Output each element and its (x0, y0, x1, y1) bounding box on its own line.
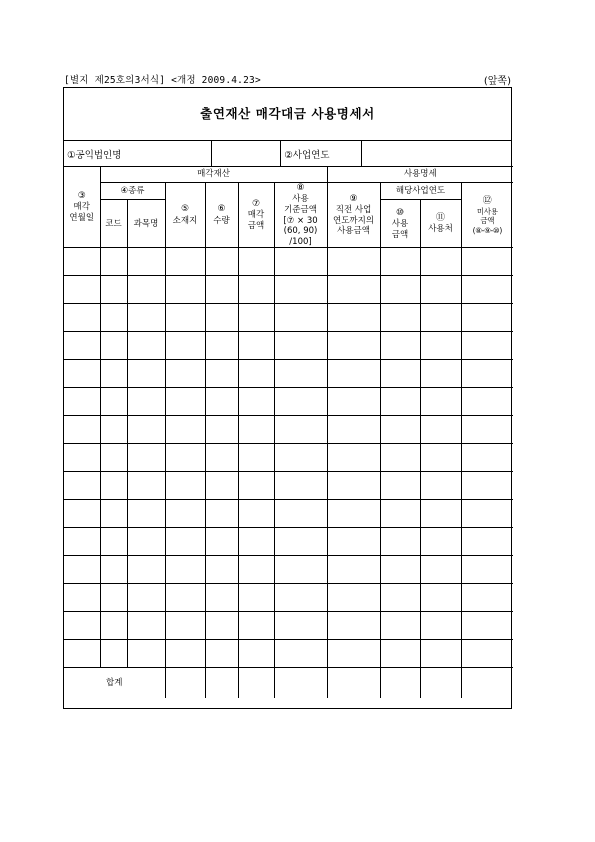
table-cell[interactable] (165, 360, 205, 388)
table-row (64, 332, 513, 360)
table-row (64, 444, 513, 472)
table-cell[interactable] (380, 332, 420, 360)
table-cell[interactable] (380, 612, 420, 640)
table-cell[interactable] (100, 304, 127, 332)
table-cell[interactable] (274, 528, 327, 556)
table-cell[interactable] (238, 276, 274, 304)
col-usage-place-header (420, 200, 461, 248)
business-year-field[interactable] (361, 141, 511, 167)
col-3-label: 매각 연월일 (69, 202, 95, 223)
table-cell[interactable] (274, 332, 327, 360)
col-code-header: 코드 (100, 200, 127, 248)
table-cell[interactable] (461, 612, 513, 640)
table-cell[interactable] (238, 332, 274, 360)
table-cell[interactable] (461, 388, 513, 416)
table-cell[interactable] (327, 500, 380, 528)
current-year-header: 해당사업연도 (380, 183, 461, 200)
table-cell[interactable] (165, 388, 205, 416)
table-cell[interactable] (420, 472, 461, 500)
table-cell[interactable] (238, 528, 274, 556)
table-cell[interactable] (205, 248, 238, 276)
table-row (64, 304, 513, 332)
table-cell[interactable] (64, 360, 100, 388)
table-cell[interactable] (461, 332, 513, 360)
table-cell[interactable] (100, 612, 127, 640)
table-cell[interactable] (64, 444, 100, 472)
table-cell[interactable] (205, 612, 238, 640)
table-cell[interactable] (165, 304, 205, 332)
col-12-label: 미사용 금액 (⑧-⑨-⑩) (472, 206, 502, 235)
col-10-label: 사용 금액 (391, 218, 409, 240)
table-cell[interactable] (127, 556, 165, 584)
table-cell[interactable] (420, 332, 461, 360)
col-subject-header: 과목명 (127, 200, 165, 248)
table-row (64, 556, 513, 584)
table-cell[interactable] (127, 612, 165, 640)
table-cell[interactable] (461, 360, 513, 388)
col-unused-header (461, 183, 513, 248)
table-cell[interactable] (165, 612, 205, 640)
table-cell[interactable] (127, 388, 165, 416)
table-cell[interactable] (205, 416, 238, 444)
table-row (64, 360, 513, 388)
table-cell[interactable] (420, 276, 461, 304)
table-cell[interactable] (380, 416, 420, 444)
table-cell[interactable] (274, 556, 327, 584)
table-cell[interactable] (274, 584, 327, 612)
table-cell[interactable] (238, 556, 274, 584)
table-cell[interactable] (205, 472, 238, 500)
table-cell[interactable] (380, 388, 420, 416)
table-cell[interactable] (205, 444, 238, 472)
usage-table (64, 166, 513, 698)
col-9-number: ⑨ (349, 193, 358, 204)
table-cell[interactable] (274, 276, 327, 304)
table-cell[interactable] (238, 612, 274, 640)
total-cell[interactable] (420, 668, 461, 699)
table-cell[interactable] (127, 332, 165, 360)
table-cell[interactable] (238, 500, 274, 528)
table-cell[interactable] (238, 640, 274, 668)
table-cell[interactable] (327, 416, 380, 444)
total-cell[interactable] (274, 668, 327, 699)
table-cell[interactable] (420, 304, 461, 332)
table-cell[interactable] (380, 472, 420, 500)
table-cell[interactable] (274, 612, 327, 640)
table-cell[interactable] (238, 416, 274, 444)
table-cell[interactable] (420, 360, 461, 388)
table-cell[interactable] (327, 248, 380, 276)
table-cell[interactable] (165, 248, 205, 276)
table-cell[interactable] (420, 640, 461, 668)
table-cell[interactable] (64, 304, 100, 332)
table-row (64, 416, 513, 444)
col-11-number: ⑪ (436, 212, 446, 223)
table-cell[interactable] (420, 500, 461, 528)
form-reference: [별지 제25호의3서식] <개정 2009.4.23> (64, 75, 261, 86)
col-9-label: 직전 사업 연도까지의 사용금액 (332, 204, 375, 237)
table-row (64, 472, 513, 500)
table-cell[interactable] (205, 556, 238, 584)
table-cell[interactable] (461, 556, 513, 584)
table-cell[interactable] (238, 472, 274, 500)
table-cell[interactable] (205, 276, 238, 304)
total-cell[interactable] (238, 668, 274, 699)
table-cell[interactable] (64, 332, 100, 360)
table-cell[interactable] (380, 360, 420, 388)
table-cell[interactable] (380, 276, 420, 304)
table-cell[interactable] (327, 360, 380, 388)
col-location-header (165, 183, 205, 248)
table-cell[interactable] (380, 528, 420, 556)
col-11-label: 사용처 (428, 224, 453, 235)
table-cell[interactable] (205, 304, 238, 332)
col-5-label: 소재지 (172, 215, 198, 226)
col-12-number: ⑫ (482, 195, 492, 206)
table-cell[interactable] (274, 304, 327, 332)
table-cell[interactable] (100, 416, 127, 444)
table-cell[interactable] (238, 304, 274, 332)
table-cell[interactable] (165, 640, 205, 668)
table-cell[interactable] (127, 444, 165, 472)
table-cell[interactable] (100, 472, 127, 500)
table-cell[interactable] (327, 388, 380, 416)
table-cell[interactable] (165, 528, 205, 556)
table-cell[interactable] (274, 388, 327, 416)
table-cell[interactable] (327, 444, 380, 472)
table-cell[interactable] (100, 584, 127, 612)
table-cell[interactable] (100, 444, 127, 472)
table-cell[interactable] (100, 640, 127, 668)
table-cell[interactable] (127, 360, 165, 388)
form-frame (63, 87, 512, 709)
table-cell[interactable] (205, 360, 238, 388)
table-cell[interactable] (380, 556, 420, 584)
usage-detail-header: 사용명세 (327, 167, 513, 183)
table-cell[interactable] (127, 640, 165, 668)
table-cell[interactable] (461, 500, 513, 528)
table-cell[interactable] (380, 640, 420, 668)
table-cell[interactable] (100, 332, 127, 360)
table-cell[interactable] (420, 444, 461, 472)
col-6-number: ⑥ (217, 204, 226, 215)
table-cell[interactable] (461, 640, 513, 668)
table-cell[interactable] (274, 500, 327, 528)
col-base-amount-header (274, 183, 327, 248)
corp-name-field[interactable] (212, 141, 281, 167)
table-cell[interactable] (64, 500, 100, 528)
table-cell[interactable] (274, 472, 327, 500)
col-10-number: ⑩ (395, 207, 405, 218)
table-cell[interactable] (205, 332, 238, 360)
table-cell[interactable] (274, 248, 327, 276)
table-cell[interactable] (420, 556, 461, 584)
table-cell[interactable] (420, 612, 461, 640)
table-cell[interactable] (100, 556, 127, 584)
info-table (64, 140, 511, 166)
table-cell[interactable] (165, 416, 205, 444)
col-sale-date-header (64, 167, 100, 248)
col-7-label: 매각 금액 (247, 210, 265, 231)
table-cell[interactable] (327, 472, 380, 500)
table-row (64, 612, 513, 640)
table-cell[interactable] (380, 304, 420, 332)
table-cell[interactable] (274, 640, 327, 668)
col-sale-amount-header (238, 183, 274, 248)
table-cell[interactable] (64, 612, 100, 640)
table-row (64, 528, 513, 556)
table-cell[interactable] (327, 612, 380, 640)
table-cell[interactable] (64, 472, 100, 500)
table-cell[interactable] (165, 500, 205, 528)
table-cell[interactable] (380, 500, 420, 528)
col-3-number: ③ (77, 190, 86, 201)
table-cell[interactable] (205, 388, 238, 416)
table-cell[interactable] (327, 332, 380, 360)
table-cell[interactable] (64, 556, 100, 584)
table-cell[interactable] (100, 248, 127, 276)
table-cell[interactable] (64, 388, 100, 416)
table-cell[interactable] (420, 528, 461, 556)
table-cell[interactable] (461, 584, 513, 612)
table-cell[interactable] (238, 444, 274, 472)
table-cell[interactable] (420, 388, 461, 416)
table-cell[interactable] (380, 584, 420, 612)
table-row (64, 584, 513, 612)
table-cell[interactable] (420, 248, 461, 276)
table-cell[interactable] (127, 500, 165, 528)
table-cell[interactable] (380, 248, 420, 276)
table-cell[interactable] (380, 444, 420, 472)
table-cell[interactable] (127, 304, 165, 332)
table-cell[interactable] (327, 528, 380, 556)
table-cell[interactable] (64, 584, 100, 612)
table-cell[interactable] (165, 444, 205, 472)
table-cell[interactable] (274, 360, 327, 388)
table-cell[interactable] (165, 556, 205, 584)
table-cell[interactable] (127, 472, 165, 500)
total-label: 합계 (64, 668, 165, 699)
table-cell[interactable] (327, 276, 380, 304)
col-quantity-header (205, 183, 238, 248)
table-cell[interactable] (127, 584, 165, 612)
business-year-label: ②사업연도 (281, 141, 361, 167)
table-cell[interactable] (461, 528, 513, 556)
table-cell[interactable] (205, 528, 238, 556)
table-cell[interactable] (100, 276, 127, 304)
table-cell[interactable] (238, 584, 274, 612)
table-cell[interactable] (461, 444, 513, 472)
table-cell[interactable] (64, 276, 100, 304)
table-row (64, 500, 513, 528)
total-cell[interactable] (205, 668, 238, 699)
col-7-number: ⑦ (251, 198, 261, 209)
table-cell[interactable] (461, 276, 513, 304)
table-cell[interactable] (100, 388, 127, 416)
total-cell[interactable] (165, 668, 205, 699)
table-cell[interactable] (420, 584, 461, 612)
total-cell[interactable] (327, 668, 380, 699)
col-8-number: ⑧ (296, 183, 305, 193)
table-cell[interactable] (205, 584, 238, 612)
data-rows (64, 248, 513, 668)
table-cell[interactable] (461, 248, 513, 276)
col-6-label: 수량 (213, 215, 230, 226)
table-row (64, 248, 513, 276)
table-cell[interactable] (327, 304, 380, 332)
col-8-label: 사용 기준금액 [⑦ × 30 (60, 90) /100] (283, 194, 318, 247)
col-5-number: ⑤ (180, 204, 190, 215)
table-cell[interactable] (165, 332, 205, 360)
table-cell[interactable] (64, 248, 100, 276)
table-cell[interactable] (238, 360, 274, 388)
table-cell[interactable] (461, 472, 513, 500)
sold-property-header: 매각재산 (100, 167, 327, 183)
table-cell[interactable] (461, 304, 513, 332)
table-cell[interactable] (127, 248, 165, 276)
table-cell[interactable] (205, 640, 238, 668)
table-cell[interactable] (238, 248, 274, 276)
total-cell[interactable] (380, 668, 420, 699)
total-row (64, 668, 513, 699)
table-cell[interactable] (64, 416, 100, 444)
corp-name-label: ①공익법인명 (64, 141, 212, 167)
table-row (64, 388, 513, 416)
table-cell[interactable] (461, 416, 513, 444)
col-usage-amount-header (380, 200, 420, 248)
table-cell[interactable] (420, 416, 461, 444)
table-cell[interactable] (205, 500, 238, 528)
table-cell[interactable] (327, 556, 380, 584)
table-cell[interactable] (327, 640, 380, 668)
table-cell[interactable] (274, 444, 327, 472)
table-cell[interactable] (165, 472, 205, 500)
table-cell[interactable] (127, 416, 165, 444)
col-type-header: ④종류 (100, 183, 165, 200)
form-title: 출연재산 매각대금 사용명세서 (200, 106, 375, 121)
table-row (64, 640, 513, 668)
table-cell[interactable] (327, 584, 380, 612)
table-cell[interactable] (100, 528, 127, 556)
table-cell[interactable] (64, 528, 100, 556)
table-row (64, 276, 513, 304)
table-cell[interactable] (100, 360, 127, 388)
table-cell[interactable] (64, 640, 100, 668)
table-cell[interactable] (165, 584, 205, 612)
table-cell[interactable] (127, 528, 165, 556)
table-cell[interactable] (274, 416, 327, 444)
table-cell[interactable] (165, 276, 205, 304)
table-cell[interactable] (238, 388, 274, 416)
total-cell[interactable] (461, 668, 513, 699)
page-side-label: (앞쪽) (483, 76, 511, 87)
col-prior-usage-header (327, 183, 380, 248)
table-cell[interactable] (127, 276, 165, 304)
table-cell[interactable] (100, 500, 127, 528)
